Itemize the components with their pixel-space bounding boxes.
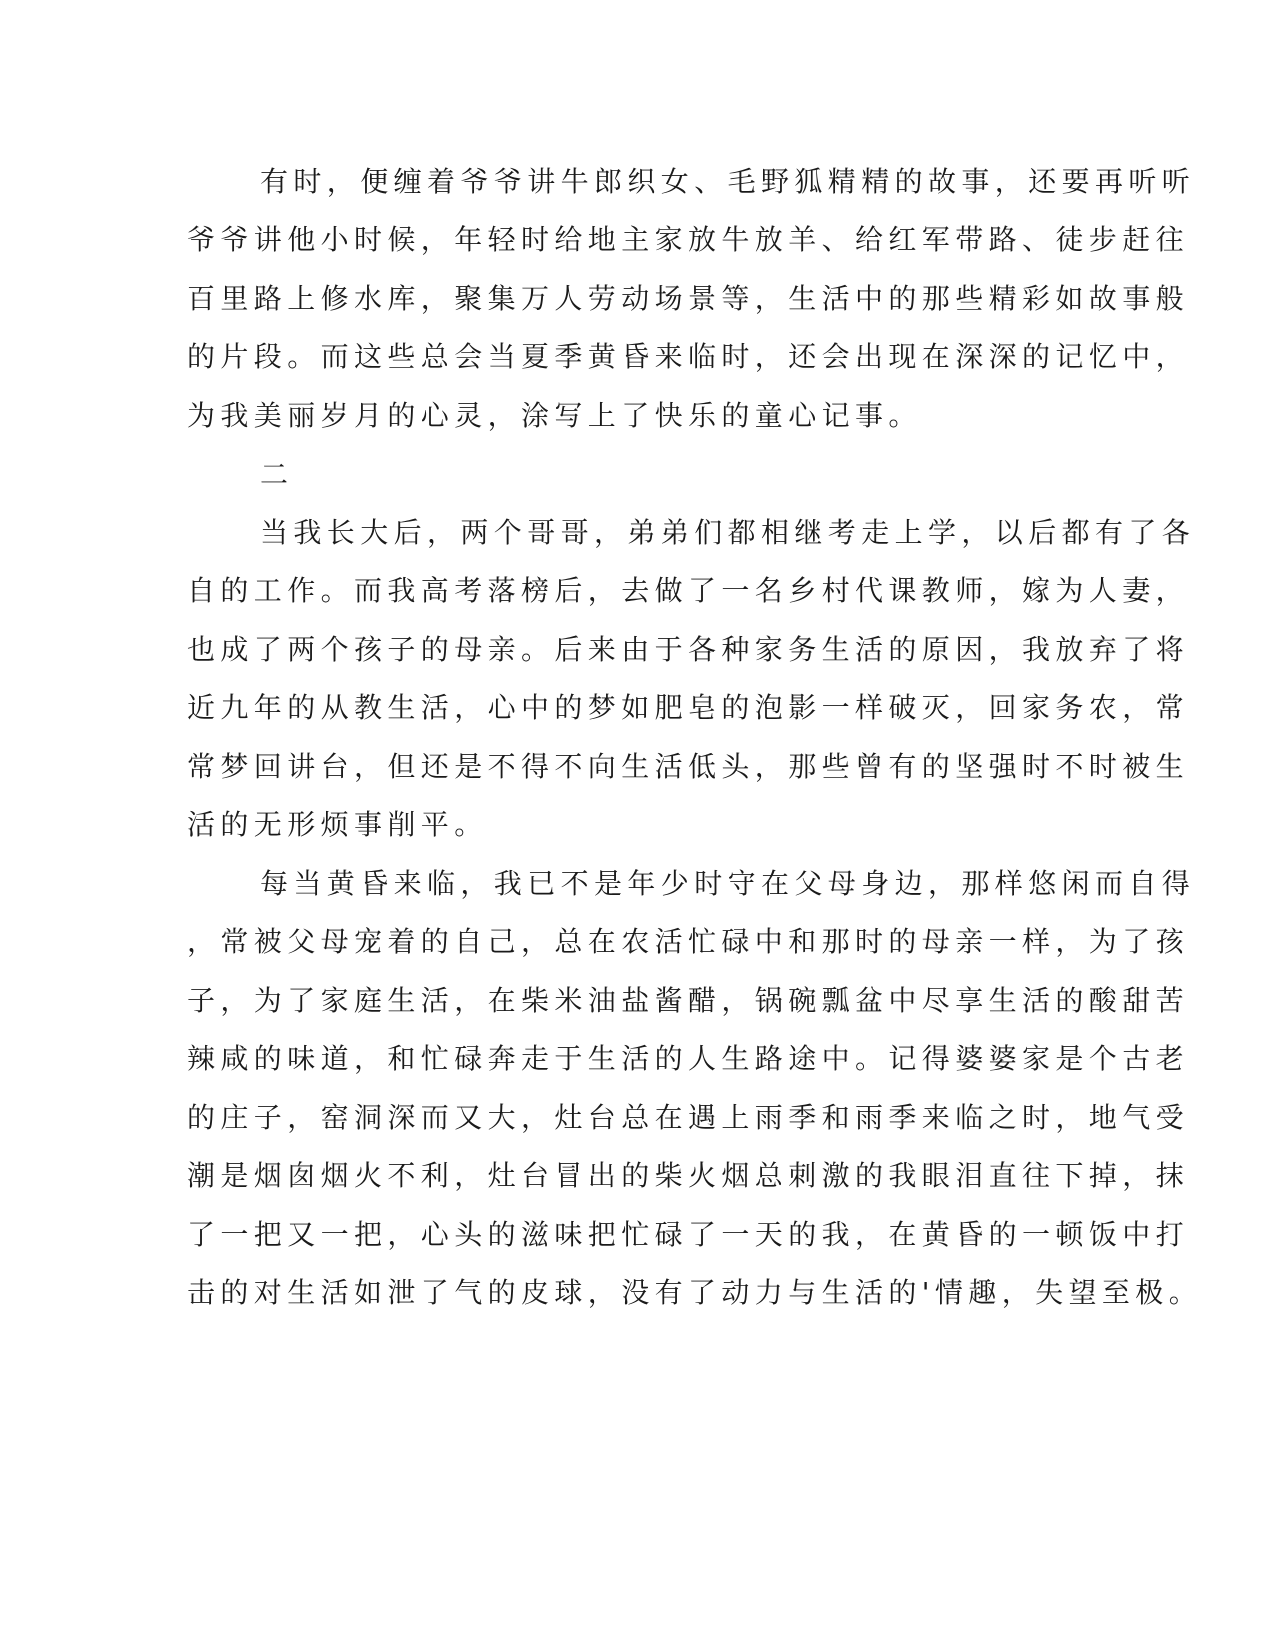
paragraph-2-line-5: 常梦回讲台，但还是不得不向生活低头，那些曾有的坚强时不时被生: [187, 750, 1190, 783]
paragraph-2-line-6: 活的无形烦事削平。: [187, 808, 488, 841]
paragraph-1-line-1: 有时，便缠着爷爷讲牛郎织女、毛野狐精精的故事，还要再听听: [260, 165, 1196, 198]
paragraph-3-line-5: 的庄子，窑洞深而又大，灶台总在遇上雨季和雨季来临之时，地气受: [187, 1101, 1190, 1134]
paragraph-1-line-5: 为我美丽岁月的心灵，涂写上了快乐的童心记事。: [187, 399, 922, 432]
paragraph-1-line-4: 的片段。而这些总会当夏季黄昏来临时，还会出现在深深的记忆中，: [187, 340, 1190, 373]
paragraph-3-line-3: 子，为了家庭生活，在柴米油盐酱醋，锅碗瓢盆中尽享生活的酸甜苦: [187, 984, 1190, 1017]
paragraph-1-line-3: 百里路上修水库，聚集万人劳动场景等，生活中的那些精彩如故事般: [187, 282, 1190, 315]
paragraph-3-line-4: 辣咸的味道，和忙碌奔走于生活的人生路途中。记得婆婆家是个古老: [187, 1042, 1190, 1075]
paragraph-2-line-2: 自的工作。而我高考落榜后，去做了一名乡村代课教师，嫁为人妻，: [187, 574, 1190, 607]
paragraph-2-line-1: 当我长大后，两个哥哥，弟弟们都相继考走上学，以后都有了各: [260, 516, 1196, 549]
paragraph-3-line-1: 每当黄昏来临，我已不是年少时守在父母身边，那样悠闲而自得: [260, 867, 1196, 900]
paragraph-3-line-8: 击的对生活如泄了气的皮球，没有了动力与生活的'情趣，失望至极。: [187, 1276, 1203, 1309]
paragraph-2-line-4: 近九年的从教生活，心中的梦如肥皂的泡影一样破灭，回家务农，常: [187, 691, 1190, 724]
paragraph-2-line-3: 也成了两个孩子的母亲。后来由于各种家务生活的原因，我放弃了将: [187, 633, 1190, 666]
section-heading: 二: [260, 458, 294, 491]
paragraph-3-line-6: 潮是烟囱烟火不利，灶台冒出的柴火烟总刺激的我眼泪直往下掉，抹: [187, 1159, 1190, 1192]
paragraph-1-line-2: 爷爷讲他小时候，年轻时给地主家放牛放羊、给红军带路、徒步赶往: [187, 223, 1190, 256]
paragraph-3-line-2: ，常被父母宠着的自己，总在农活忙碌中和那时的母亲一样，为了孩: [187, 925, 1190, 958]
paragraph-3-line-7: 了一把又一把，心头的滋味把忙碌了一天的我，在黄昏的一顿饭中打: [187, 1218, 1190, 1251]
